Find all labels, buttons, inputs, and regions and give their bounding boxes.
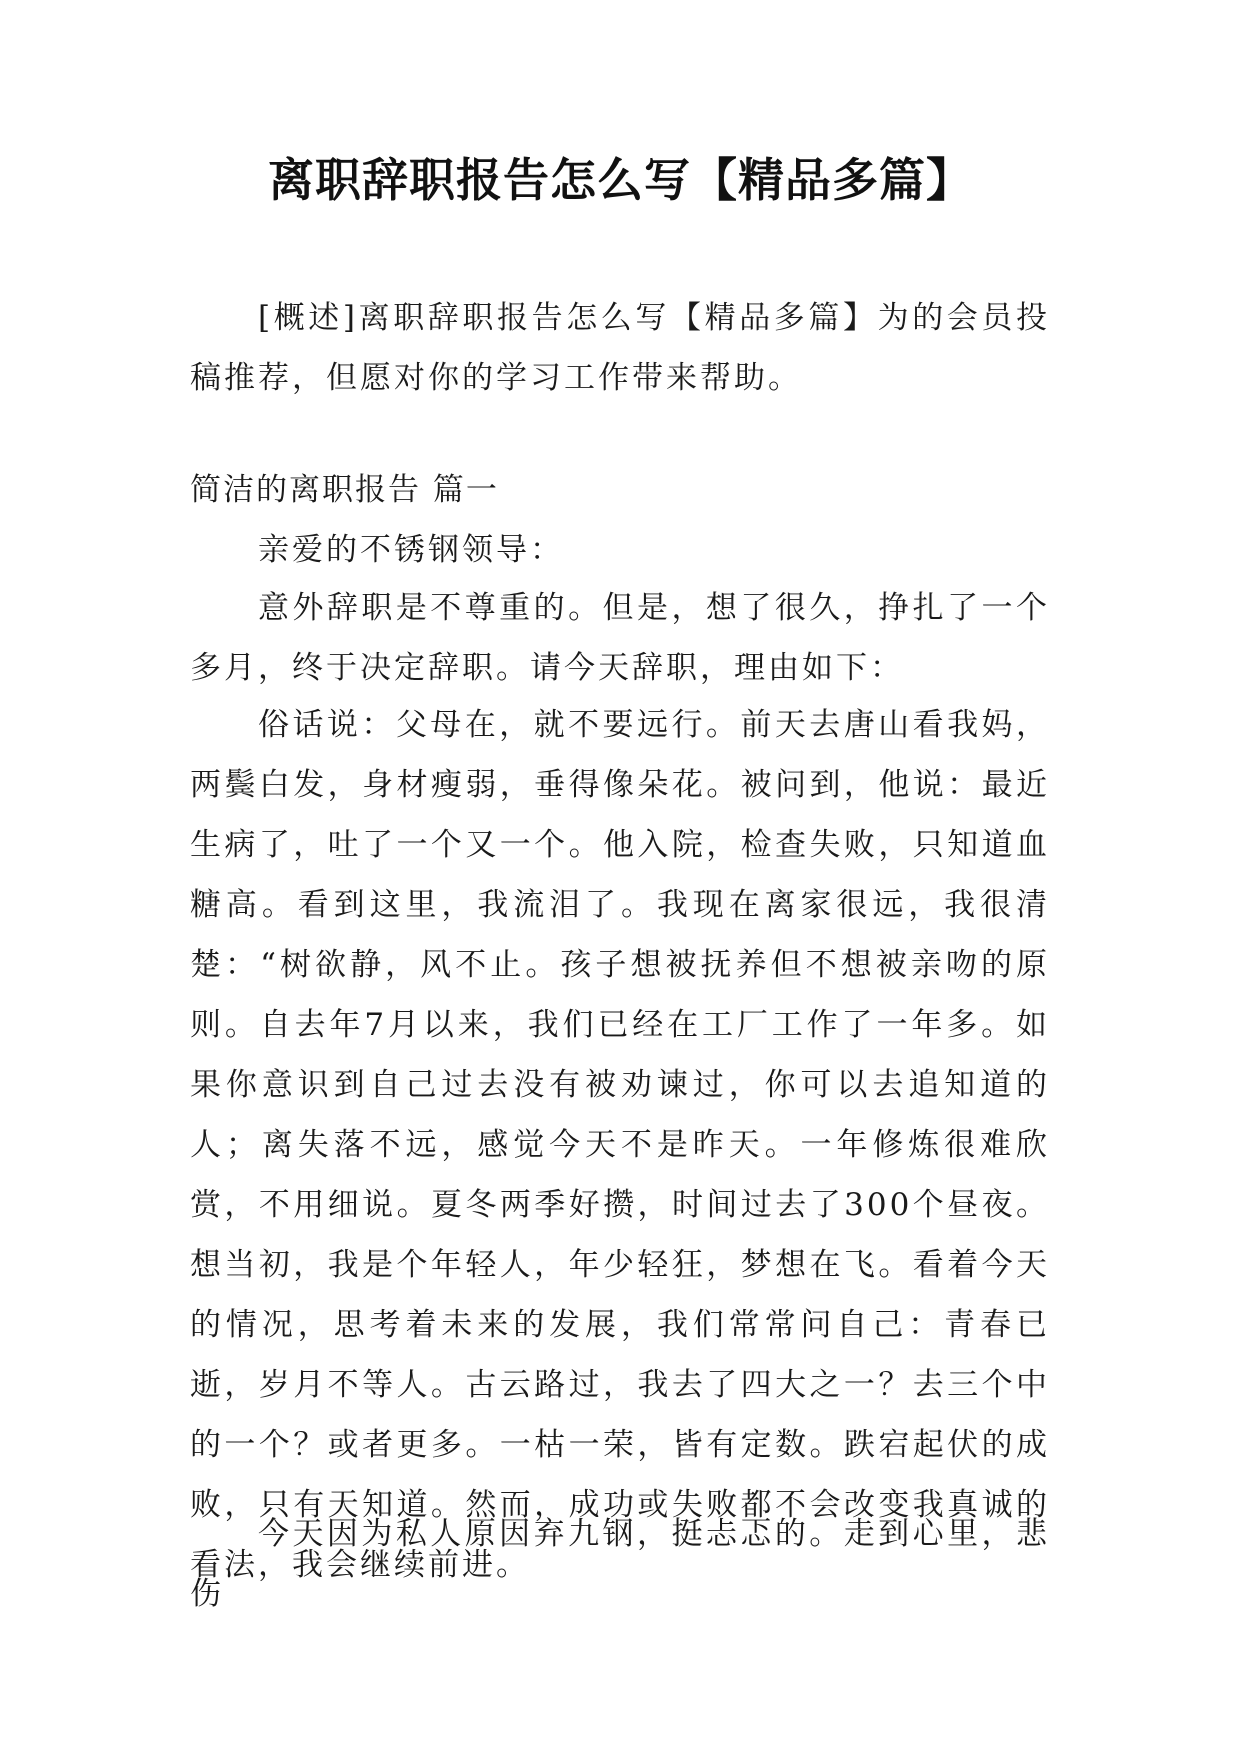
section-heading: 简洁的离职报告 篇一 [190, 472, 499, 508]
document-title: 离职辞职报告怎么写【精品多篇】 [268, 153, 973, 207]
body-paragraph-3: 今天因为私人原因弃九钢，挺忐忑的。走到心里，悲伤 [190, 1516, 1050, 1612]
greeting-line: 亲爱的不锈钢领导： [258, 532, 564, 568]
summary-paragraph: [概述]离职辞职报告怎么写【精品多篇】为的会员投稿推荐，但愿对你的学习工作带来帮助。 [190, 300, 1050, 396]
body-paragraph-2: 俗话说：父母在，就不要远行。前天去唐山看我妈，两鬓白发，身材瘦弱，垂得像朵花。被问到，他说：最近生病了，吐了一个又一个。他入院，检查失败，只知道血糖高。看到这里，我流泪了。我现在离家很远，我很清楚：“树欲静，风不止。孩子想被抚养但不想被亲吻的原则。自去年7月以来，我们已经在工厂工作了一年多。如果你意识到自己过去没有被劝谏过，你可以去追知道的人；离失落不远，感觉今天不是昨天。一年修炼很难欣赏，不用细说。夏冬两季好攒，时间过去了300个昼夜。想当初，我是个年轻人，年少轻狂，梦想在飞。看着今天的情况，思考着未来的发展，我们常常问自己：青春已逝，岁月不等人。古云路过，我去了四大之一？去三个中的一个？或者更多。一枯一荣，皆有定数。跌宕起伏的成败，只有天知道。然而，成功或失败都不会改变我真诚的看法，我会继续前进。 [190, 707, 1050, 1583]
body-paragraph-1: 意外辞职是不尊重的。但是，想了很久，挣扎了一个多月，终于决定辞职。请今天辞职，理由如下： [190, 590, 1050, 686]
